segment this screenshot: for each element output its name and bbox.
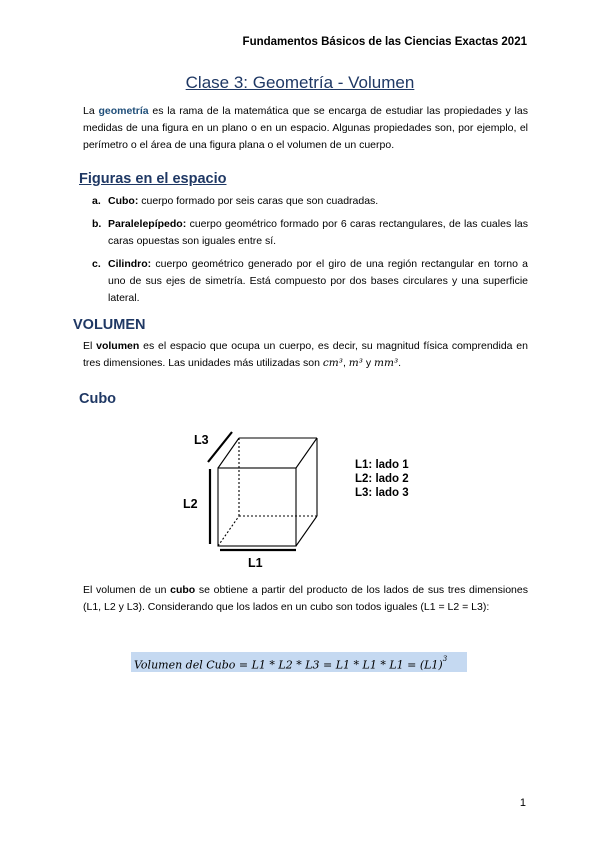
volumen-text: es el espacio que ocupa un cuerpo, es decir, su magnitud física comprendida en tres dimensiones. Las unidades más utilizadas son xyxy=(83,340,528,369)
list-term: Cilindro: xyxy=(108,258,152,270)
list-term: Paralelepípedo: xyxy=(108,218,187,230)
section-heading-cubo: Cubo xyxy=(79,391,117,407)
unit-cm3: cm³ xyxy=(322,357,343,369)
cube-diagram xyxy=(180,422,340,572)
cube-label-l3: L3 xyxy=(194,433,209,447)
unit-mm3: mm³ xyxy=(374,357,399,369)
section-heading-volumen: VOLUMEN xyxy=(73,317,146,333)
unit-m3: m³ xyxy=(348,357,363,369)
cube-label-l2: L2 xyxy=(183,497,198,511)
list-text: cuerpo geométrico generado por el giro de una región rectangular en torno a uno de sus ejes de simetría. Está compuesto por dos bases circulares y una superficie lateral. xyxy=(108,258,528,304)
formula-text: Volumen del Cubo = L1 * L2 * L3 = L1 * L1 * L1 = (L1) xyxy=(134,658,443,672)
legend-item: L3: lado 3 xyxy=(355,487,409,499)
cube-label-l1: L1 xyxy=(248,556,263,570)
unit-sep: , xyxy=(342,357,349,369)
intro-text: es la rama de la matemática que se encarga de estudiar las propiedades y las medidas de una figura en un plano o en un espacio. Algunas propiedades son, por ejemplo, el perímetro o el área de una figura plana o el volumen de un cuerpo. xyxy=(83,105,528,151)
list-marker: a. xyxy=(92,195,101,207)
list-marker: c. xyxy=(92,258,101,270)
cube-edge xyxy=(296,516,317,546)
cubo-text: se obtiene a partir del producto de los lados de sus tres dimensiones (L1, L2 y L3). Considerando que los lados en un cubo son todos iguales (L1 = L2 = L3): xyxy=(83,584,528,613)
list-marker: b. xyxy=(92,218,102,230)
list-item-paralelepipedo xyxy=(92,216,528,250)
formula-exponent: 3 xyxy=(442,655,448,663)
cubo-paragraph xyxy=(73,582,528,616)
figuras-list xyxy=(92,193,528,313)
volumen-end: . xyxy=(398,357,402,369)
cube-edge xyxy=(218,438,239,468)
intro-pre: La xyxy=(83,105,99,117)
list-term: Cubo: xyxy=(108,195,139,207)
document-header: Fundamentos Básicos de las Ciencias Exactas 2021 xyxy=(242,36,527,48)
list-text: cuerpo geométrico formado por 6 caras rectangulares, de las cuales las caras opuestas son iguales entre sí. xyxy=(108,218,528,247)
unit-sep: y xyxy=(362,357,375,369)
intro-paragraph xyxy=(73,103,528,154)
volumen-paragraph xyxy=(73,338,528,372)
cube-edge xyxy=(296,438,317,468)
list-item-cilindro xyxy=(92,256,528,307)
cubo-term: cubo xyxy=(170,584,196,596)
intro-term-geometria: geometría xyxy=(98,105,149,117)
legend-item: L2: lado 2 xyxy=(355,473,409,485)
volumen-term: volumen xyxy=(96,340,140,352)
section-heading-figuras: Figuras en el espacio xyxy=(79,171,227,187)
volumen-pre: El xyxy=(83,340,97,352)
cube-legend xyxy=(355,458,409,500)
dimension-line-l3 xyxy=(208,432,232,462)
page-number: 1 xyxy=(519,797,526,809)
list-text: cuerpo formado por seis caras que son cuadradas. xyxy=(138,195,379,207)
legend-item: L1: lado 1 xyxy=(355,459,409,471)
volume-formula xyxy=(131,652,467,672)
cube-hidden-edge xyxy=(218,516,239,546)
page-title: Clase 3: Geometría - Volumen xyxy=(185,73,415,92)
list-item-cubo xyxy=(92,193,528,210)
cubo-pre: El volumen de un xyxy=(83,584,171,596)
cube-front-face xyxy=(218,468,296,546)
